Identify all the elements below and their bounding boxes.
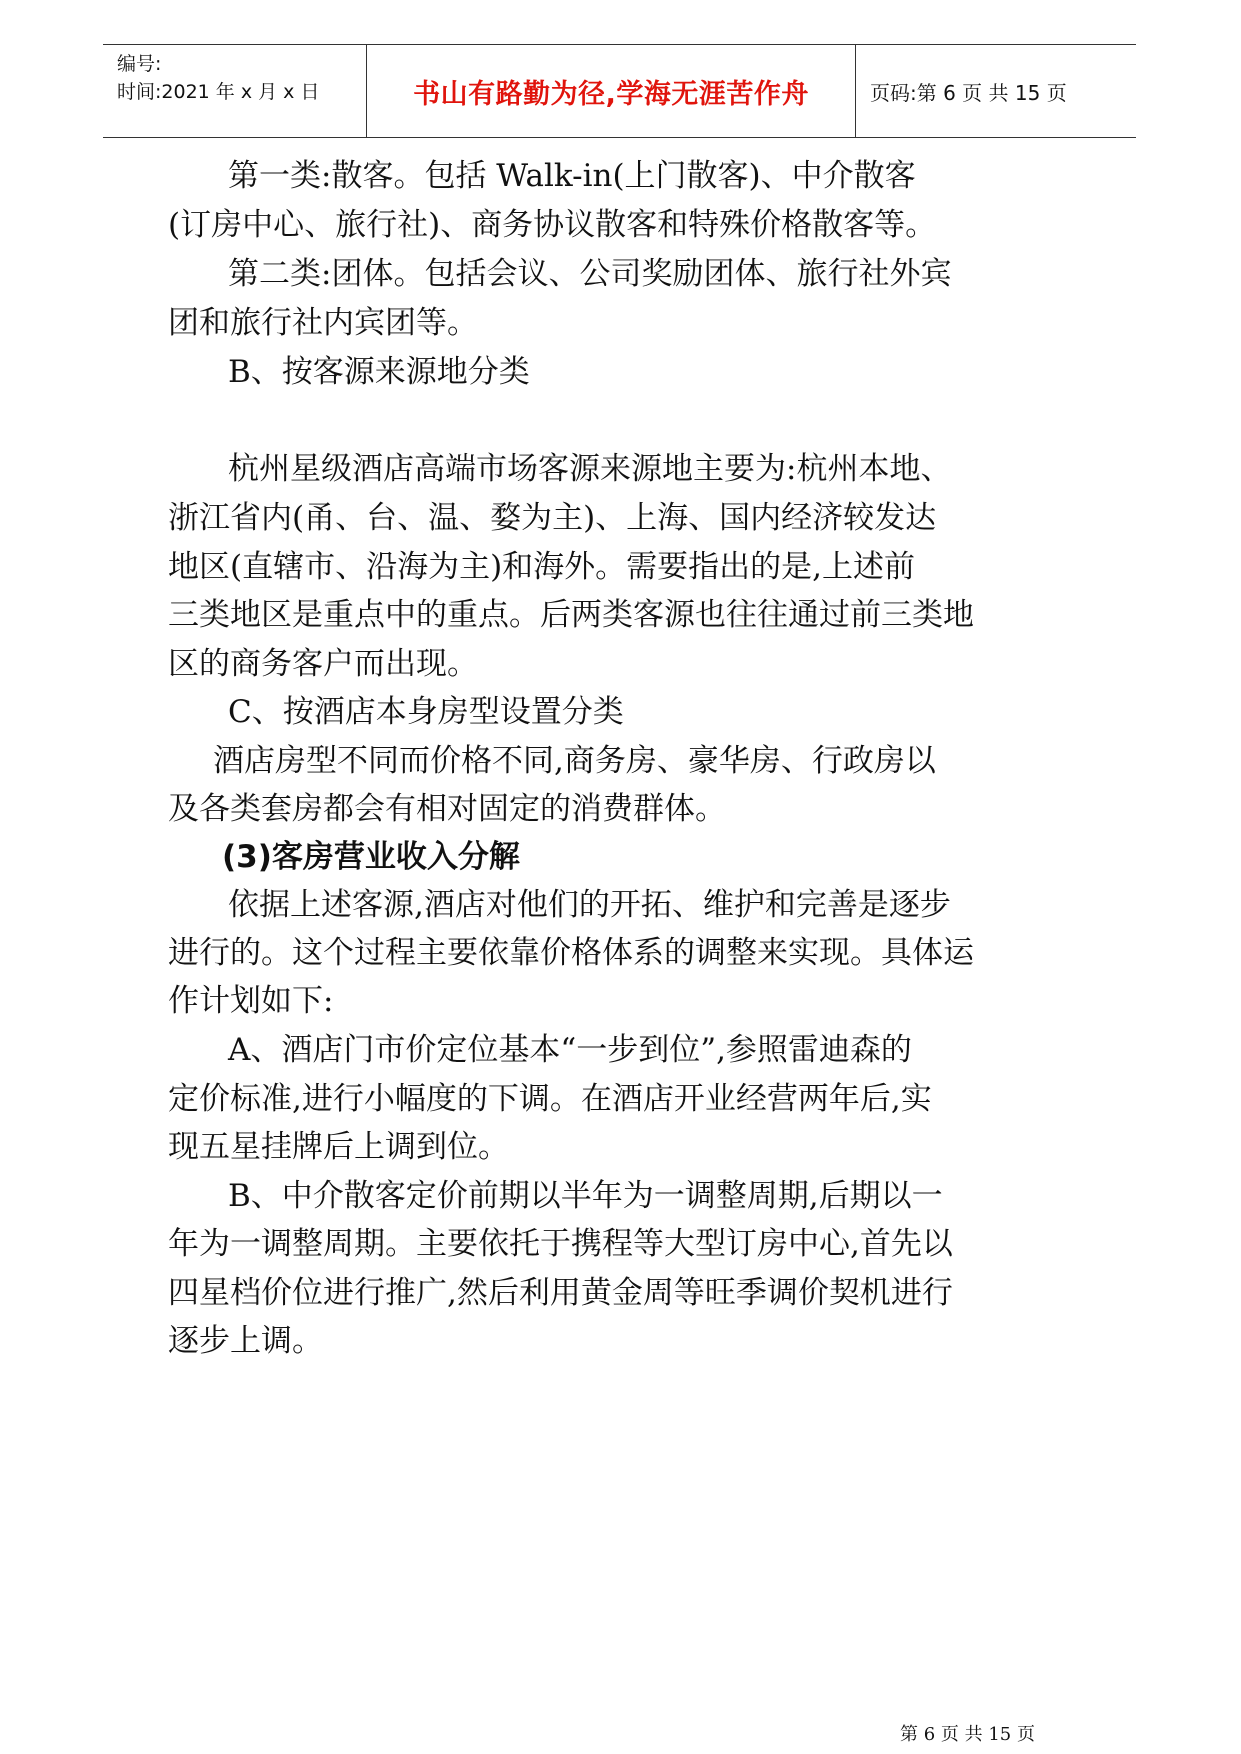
page-header <box>103 44 1136 138</box>
section-heading: C、按酒店本身房型设置分类 <box>228 694 624 730</box>
date-label: 时间:2021 年 x 月 x 日 <box>117 81 320 103</box>
paragraph-line: 浙江省内(甬、台、温、婺为主)、上海、国内经济较发达 <box>168 500 937 536</box>
paragraph-line: 地区(直辖市、沿海为主)和海外。需要指出的是,上述前 <box>168 549 916 585</box>
header-motto: 书山有路勤为径,学海无涯苦作舟 <box>366 45 856 137</box>
paragraph-line: 逐步上调。 <box>168 1323 323 1359</box>
paragraph-line: 四星档价位进行推广,然后利用黄金周等旺季调价契机进行 <box>168 1275 953 1311</box>
header-meta <box>103 45 366 137</box>
paragraph-line: A、酒店门市价定位基本“一步到位”,参照雷迪森的 <box>228 1032 912 1068</box>
paragraph-line: 年为一调整周期。主要依托于携程等大型订房中心,首先以 <box>168 1226 953 1262</box>
paragraph-line: (订房中心、旅行社)、商务协议散客和特殊价格散客等。 <box>168 207 937 243</box>
serial-label: 编号: <box>117 53 162 75</box>
paragraph-line: 现五星挂牌后上调到位。 <box>168 1129 509 1165</box>
paragraph-line: 依据上述客源,酒店对他们的开拓、维护和完善是逐步 <box>228 887 951 923</box>
paragraph-line: 作计划如下: <box>168 983 334 1019</box>
paragraph-line: B、中介散客定价前期以半年为一调整周期,后期以一 <box>228 1178 943 1214</box>
paragraph-line: 三类地区是重点中的重点。后两类客源也往往通过前三类地 <box>168 597 974 633</box>
page-footer-number: 第 6 页 共 15 页 <box>900 1724 1035 1745</box>
header-page-number: 页码:第 6 页 共 15 页 <box>870 80 1067 105</box>
paragraph-line: 及各类套房都会有相对固定的消费群体。 <box>168 791 726 827</box>
paragraph-line: 酒店房型不同而价格不同,商务房、豪华房、行政房以 <box>213 743 936 779</box>
paragraph-line: 第一类:散客。包括 Walk-in(上门散客)、中介散客 <box>228 158 916 194</box>
paragraph-line: 杭州星级酒店高端市场客源来源地主要为:杭州本地、 <box>228 451 952 487</box>
paragraph-line: 团和旅行社内宾团等。 <box>168 305 478 341</box>
paragraph-line: 区的商务客户而出现。 <box>168 646 478 682</box>
paragraph-line: 第二类:团体。包括会议、公司奖励团体、旅行社外宾 <box>228 256 952 292</box>
section-title: (3)客房营业收入分解 <box>222 839 520 875</box>
section-heading: B、按客源来源地分类 <box>228 354 530 390</box>
paragraph-line: 定价标准,进行小幅度的下调。在酒店开业经营两年后,实 <box>168 1081 932 1117</box>
paragraph-line: 进行的。这个过程主要依靠价格体系的调整来实现。具体运 <box>168 935 974 971</box>
